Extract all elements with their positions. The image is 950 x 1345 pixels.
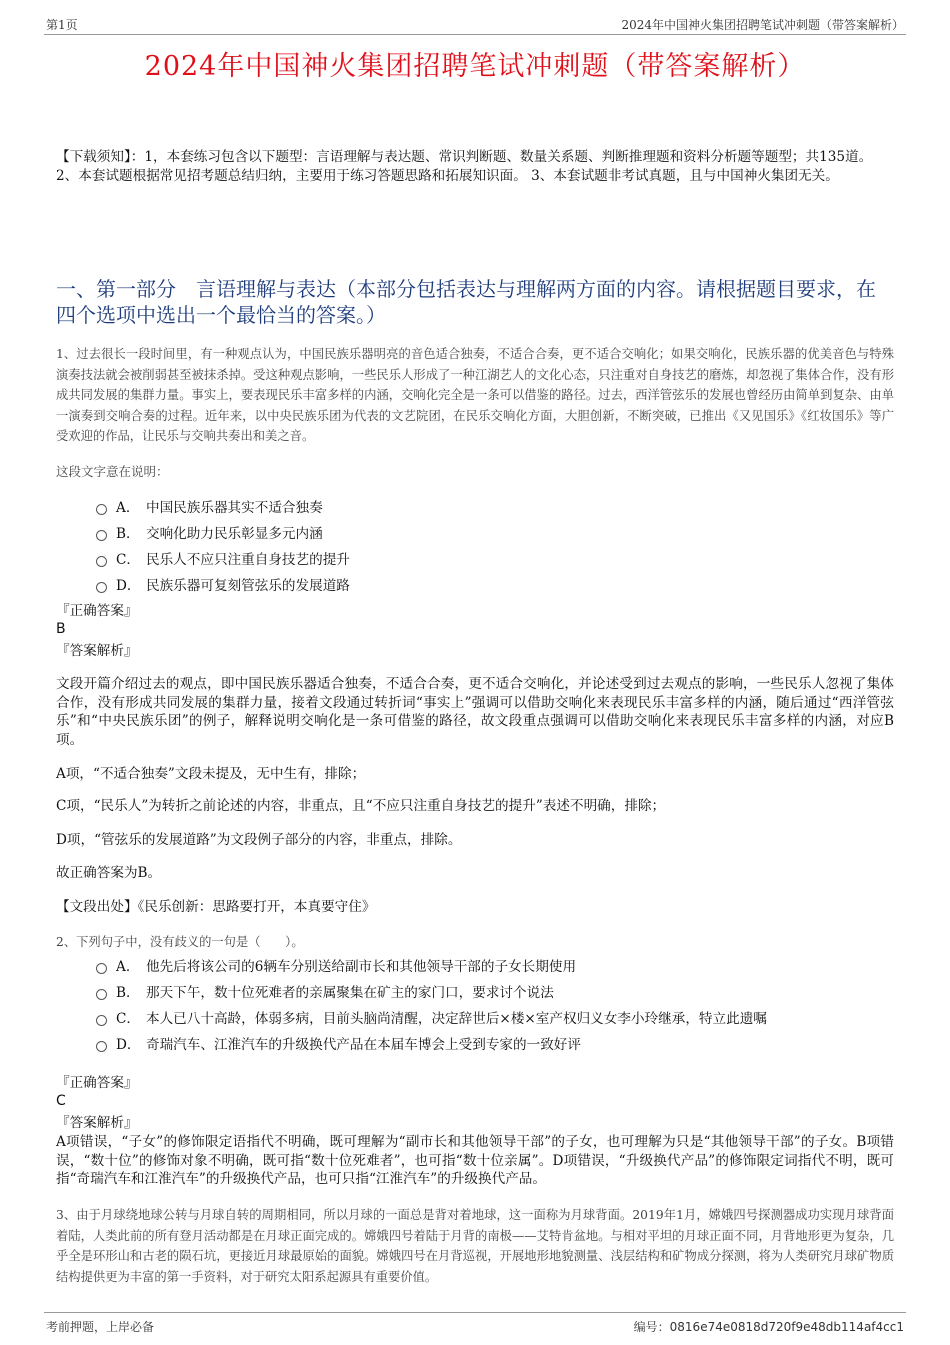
question-1-option-a[interactable]: A． 中国民族乐器其实不适合独奏 xyxy=(96,493,890,519)
radio-icon[interactable] xyxy=(96,556,107,567)
question-1-source: 【文段出处】《民乐创新：思路要打开，本真要守住》 xyxy=(56,899,376,915)
document-id: 编号：0816e74e0818d720f9e48db114af4cc1 xyxy=(633,1320,904,1334)
question-2-option-c[interactable]: C． 本人已八十高龄，体弱多病，目前头脑尚清醒，决定辞世后×楼×室产权归义女李小玲继承，特立此遗嘱 xyxy=(96,1004,890,1030)
question-1-prompt: 这段文字意在说明： xyxy=(56,464,169,479)
radio-icon[interactable] xyxy=(96,989,107,1000)
radio-icon[interactable] xyxy=(96,1041,107,1052)
question-2-option-b[interactable]: B． 那天下午，数十位死难者的亲属聚集在矿主的家门口，要求讨个说法 xyxy=(96,978,890,1004)
question-3-stem: 3、由于月球绕地球公转与月球自转的周期相同，所以月球的一面总是背对着地球，这一面称为月球背面。2019年1月，嫦娥四号探测器成功实现月球背面着陆，人类此前的所有登月活动都是在月球正面完成的。嫦娥四号着陆于月背的南极——艾特肯盆地。与相对平坦的月球正面不同，月背地形更为复杂，几乎全是环形山和古老的陨石坑，更接近月球最原始的面貌。嫦娥四号在月背巡视，开展地形地貌测量、浅层结构和矿物成分探测，将为人类研究月球矿物质结构提供更为丰富的第一手资料，对于研究太阳系起源具有重要价值。 xyxy=(56,1208,894,1284)
radio-icon[interactable] xyxy=(96,582,107,593)
page-header xyxy=(44,14,906,35)
question-2-stem: 2、下列句子中，没有歧义的一句是（ ）。 xyxy=(56,935,304,949)
question-1-analysis-d: D项，“管弦乐的发展道路”为文段例子部分的内容，非重点，排除。 xyxy=(56,832,462,848)
question-1-analysis-main: 文段开篇介绍过去的观点，即中国民族乐器适合独奏，不适合合奏，更不适合交响化，并论述受到过去观点的影响，一些民乐人忽视了集体合作，没有形成共同发展的集群力量，接着文段通过转折词“事实上”强调可以借助交响化来表现民乐丰富多样的内涵，随后通过“西洋管弦乐”和“中央民族乐团”的例子，解释说明交响化是一条可借鉴的路径，故文段重点强调可以借助交响化来表现民乐丰富多样的内涵，对应B项。 xyxy=(56,676,894,748)
question-1-option-d[interactable]: D． 民族乐器可复刻管弦乐的发展道路 xyxy=(96,571,890,597)
question-1-conclusion: 故正确答案为B。 xyxy=(56,865,162,881)
question-1-options xyxy=(96,493,890,597)
header-doc-title: 2024年中国神火集团招聘笔试冲刺题（带答案解析） xyxy=(621,18,904,32)
question-2-analysis-label: 『答案解析』 xyxy=(56,1115,138,1131)
question-2-option-a[interactable]: A． 他先后将该公司的6辆车分别送给副市长和其他领导干部的子女长期使用 xyxy=(96,952,890,978)
question-1-analysis-label: 『答案解析』 xyxy=(56,643,138,659)
question-1-stem: 1、过去很长一段时间里，有一种观点认为，中国民族乐器明亮的音色适合独奏，不适合合奏，更不适合交响化；如果交响化，民族乐器的优美音色与特殊演奏技法就会被削弱甚至被抹杀掉。受这种观点影响，一些民乐人形成了一种江湖艺人的文化心态，只注重对自身技艺的磨炼，却忽视了集体合作，没有形成共同发展的集群力量。事实上，要表现民乐丰富多样的内涵，交响化完全是一条可以借鉴的路径。过去，西洋管弦乐的发展也曾经历由简单到复杂、由单一演奏到交响合奏的过程。近年来，以中央民族乐团为代表的文艺院团，在民乐交响化方面，大胆创新，不断突破，已推出《又见国乐》《红妆国乐》等广受欢迎的作品，让民乐与交响共奏出和美之音。 xyxy=(56,347,894,443)
section-heading: 一、第一部分 言语理解与表达（本部分包括表达与理解两方面的内容。请根据题目要求，在四个选项中选出一个最恰当的答案。） xyxy=(56,277,876,327)
page-footer xyxy=(44,1312,906,1335)
page-number: 第1页 xyxy=(46,18,78,32)
download-notice: 【下载须知】：1，本套练习包含以下题型：言语理解与表达题、常识判断题、数量关系题、判断推理题和资料分析题等题型；共135道。 2、本套试题根据常见招考题总结归纳，主要用于练习答题思路和拓展知识面。 3、本套试题非考试真题，且与中国神火集团无关。 xyxy=(56,149,873,184)
question-2-answer-label: 『正确答案』 xyxy=(56,1075,138,1091)
question-2-analysis: A项错误，“子女”的修饰限定语指代不明确，既可理解为“副市长和其他领导干部”的子女，也可理解为只是“其他领导干部”的子女。B项错误，“数十位”的修饰对象不明确，既可指“数十位死难者”，也可指“数十位亲属”。D项错误，“升级换代产品”的修饰限定词指代不明，既可指“奇瑞汽车和江淮汽车”的升级换代产品，也可只指“江淮汽车”的升级换代产品。 xyxy=(56,1134,894,1187)
question-1-analysis-a: A项，“不适合独奏”文段未提及，无中生有，排除； xyxy=(56,766,366,782)
radio-icon[interactable] xyxy=(96,963,107,974)
question-2-options xyxy=(96,952,890,1056)
radio-icon[interactable] xyxy=(96,504,107,515)
question-1-option-b[interactable]: B． 交响化助力民乐彰显多元内涵 xyxy=(96,519,890,545)
question-2-answer: C xyxy=(56,1093,66,1109)
document-title: 2024年中国神火集团招聘笔试冲刺题（带答案解析） xyxy=(144,51,806,82)
footer-slogan: 考前押题，上岸必备 xyxy=(46,1320,155,1334)
radio-icon[interactable] xyxy=(96,530,107,541)
question-2-option-d[interactable]: D． 奇瑞汽车、江淮汽车的升级换代产品在本届车博会上受到专家的一致好评 xyxy=(96,1030,890,1056)
radio-icon[interactable] xyxy=(96,1015,107,1026)
question-1-answer-label: 『正确答案』 xyxy=(56,603,138,619)
question-1-analysis-c: C项，“民乐人”为转折之前论述的内容，非重点，且“不应只注重自身技艺的提升”表述不明确，排除； xyxy=(56,798,666,814)
question-1-option-c[interactable]: C． 民乐人不应只注重自身技艺的提升 xyxy=(96,545,890,571)
question-1-answer: B xyxy=(56,621,66,637)
